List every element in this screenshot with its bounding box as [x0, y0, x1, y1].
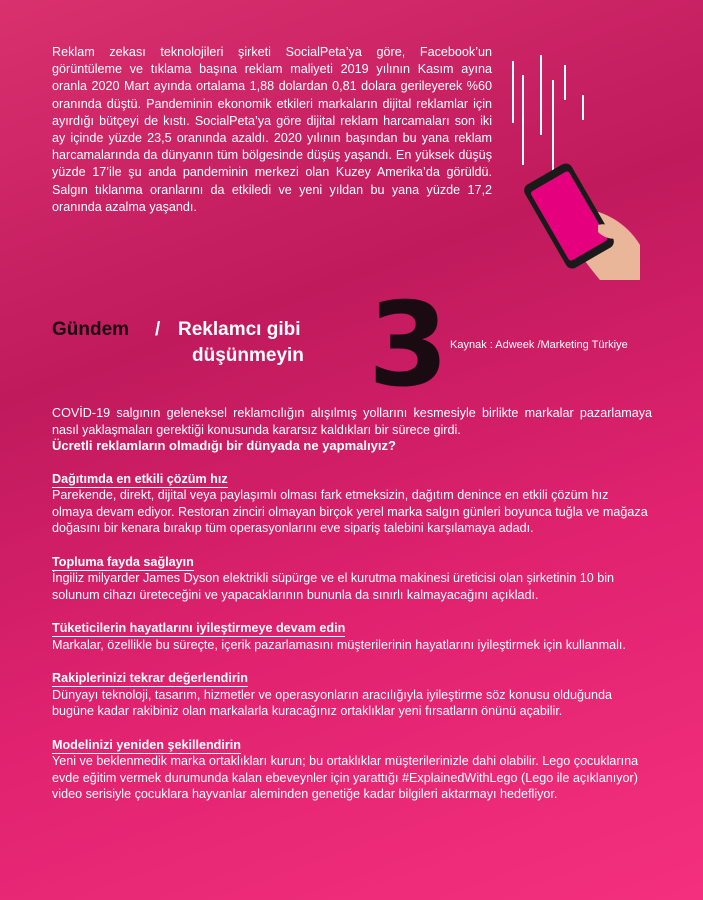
- hand-holding-phone-icon: [500, 150, 640, 280]
- section-title: Topluma fayda sağlayın: [52, 554, 194, 569]
- section-title: Tüketicilerin hayatlarını iyileştirmeye devam edin: [52, 621, 346, 635]
- section-text: Yeni ve beklenmedik marka ortaklıkları kurun; bu ortaklıklar müşterilerinizle dahi olabilir. Lego çocuklarına evde eğitim vermek durumunda kalan ebeveynler için yarattığı #ExplainedWithLego (Lego ile açıklanıyor) video serisiyle çocuklara hayvanlar aleminden genetiğe kadar bilgileri aktarmayı hedefliyor.: [52, 754, 639, 801]
- key-question: Ücretli reklamların olmadığı bir dünyada ne yapmalıyız?: [52, 438, 396, 453]
- heading-slash: /: [155, 319, 161, 340]
- section-title: Dağıtımda en etkili çözüm hız: [52, 471, 228, 486]
- section-text: Markalar, özellikle bu süreçte, içerik pazarlamasını müşterilerinin hayatlarını iyileştirmek için kullanmalı.: [52, 637, 626, 652]
- big-number: 3: [368, 278, 449, 413]
- section-title: Rakiplerinizi tekrar değerlendirin: [52, 671, 248, 685]
- article-body: [52, 405, 652, 820]
- section-text: İngiliz milyarder James Dyson elektrikli süpürge ve el kurutma makinesi üreticisi olan şirketinin 10 bin solunum cihazı üreteceğini ve yapacaklarının bununla da sınırlı kalmayacağını açıkladı.: [52, 571, 615, 602]
- section-text: Parekende, direkt, dijital veya paylaşımlı olması fark etmeksizin, dağıtım denince en etkili çözüm hız olmaya devam ediyor. Restoran zinciri olmayan birçok yerel marka salgın günleri boyunca tuğla ve mağaza doğasını bir kenara bırakıp tüm operasyonlarını eve sipariş talebini karşılamaya adadı.: [52, 488, 648, 535]
- page-title-line2: düşünmeyin: [192, 345, 304, 366]
- source-credit: Kaynak : Adweek /Marketing Türkiye: [450, 339, 628, 351]
- intro-paragraph: Reklam zekası teknolojileri şirketi SocialPeta’ya göre, Facebook’un görüntüleme ve tıklama başına reklam maliyeti 2019 yılının Kasım ayına oranla 2020 Mart ayında ortalama 1,88 dolardan 0,81 dolara gerileyerek %60 oranında düştü. Pandeminin ekonomik etkileri markaların dijital reklamlar için ayırdığı bütçeyi de kıstı. SocialPeta’ya göre dijital reklam harcamaları son iki ay içinde yüzde 23,5 oranında azaldı. 2020 yılının başından bu yana reklam harcamalarında da dünyanın tüm bölgesinde düşüş yaşandı. En yüksek düşüş yüzde 17’ile şu anda pandeminin merkezi olan Kuzey Amerika’da görüldü. Salgın tıklanma oranlarını da etkiledi ve yeni yıldan bu yana yüzde 17,2 oranında azalma yaşandı.: [52, 45, 492, 214]
- section-text: Dünyayı teknoloji, tasarım, hizmetler ve operasyonların aracılığıyla iyileştirme söz konusu olduğunda bugüne kadar rakibiniz olan markalarla kuracağınız ortaklıklar yeni fırsatların önünü açabilir.: [52, 687, 612, 718]
- page-title-line1: Reklamcı gibi: [178, 319, 301, 340]
- article-heading: [52, 315, 352, 375]
- section-kicker: Gündem: [52, 319, 130, 340]
- lead-paragraph: COVİD-19 salgının geleneksel reklamcılığın alışılmış yollarını kesmesiyle birlikte markalar pazarlamaya nasıl yaklaşmaları gerektiği konusunda kararsız kaldıkları bir sürece girdi.: [52, 406, 652, 437]
- section-title: Modelinizi yeniden şekillendirin: [52, 737, 241, 752]
